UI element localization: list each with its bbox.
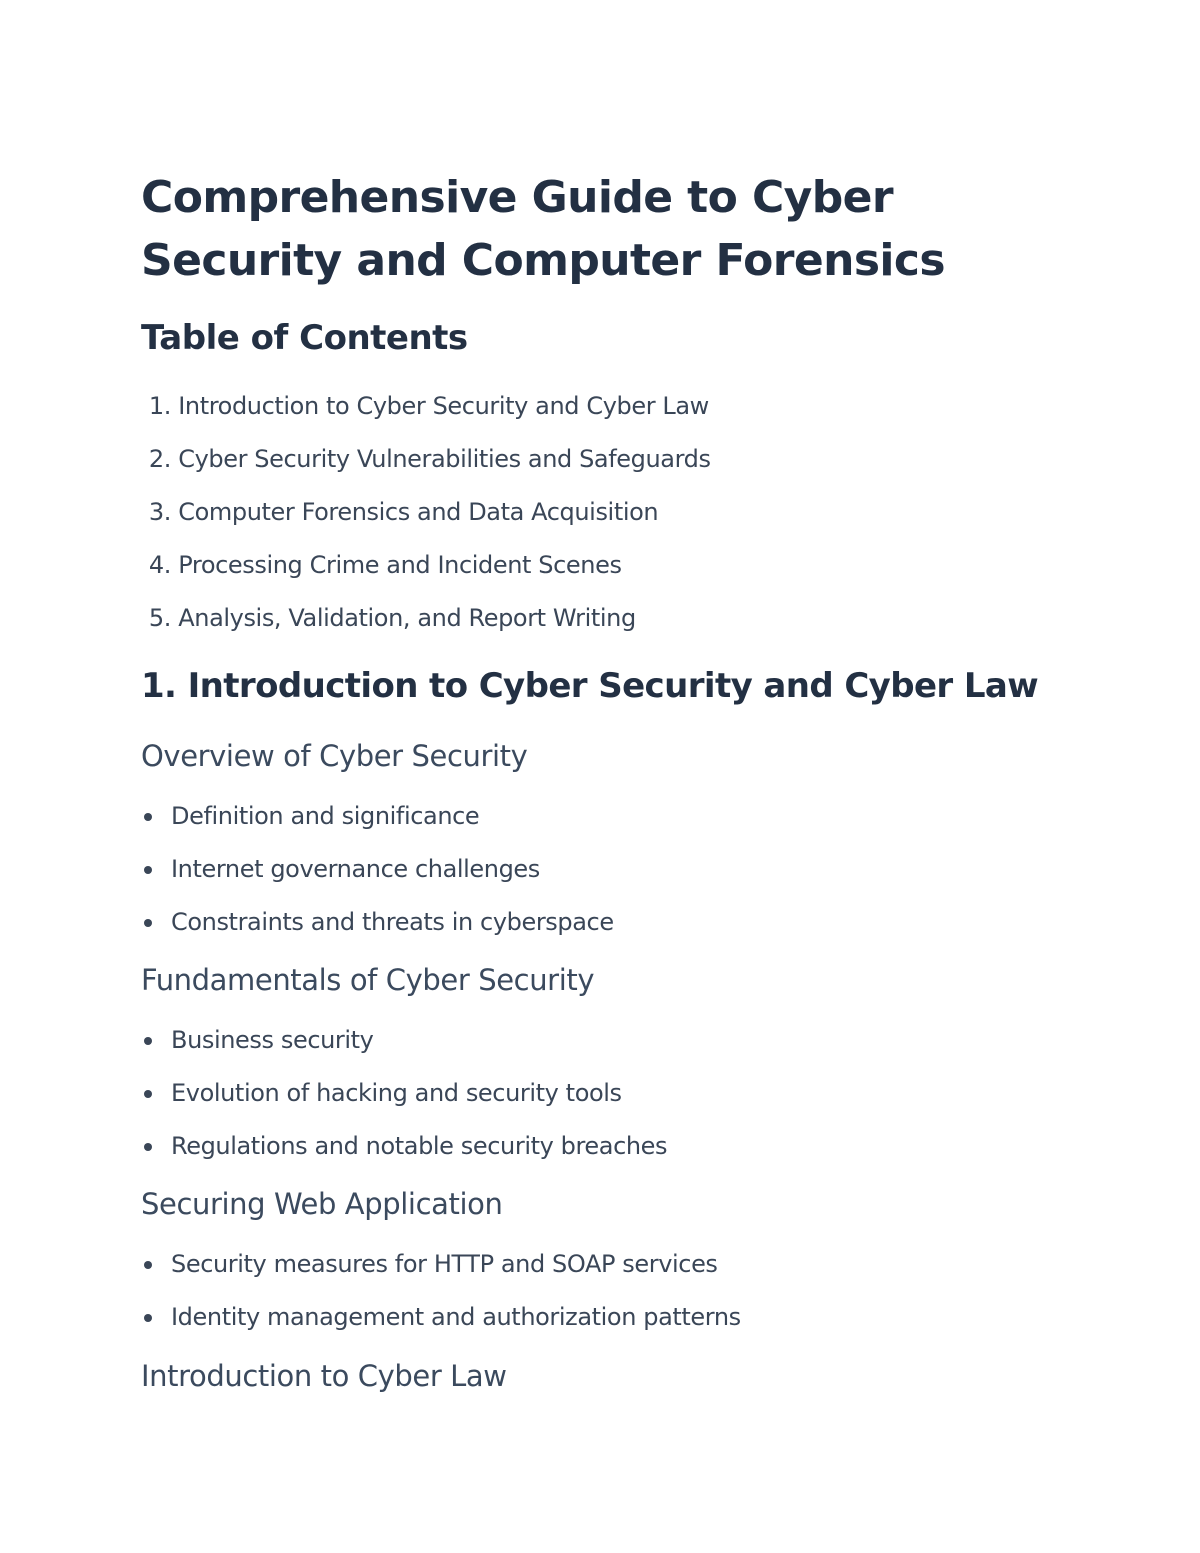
bullet-list (141, 1244, 741, 1350)
list-item-text: Business security (171, 1026, 374, 1054)
toc-item-label: Analysis, Validation, and Report Writing (178, 604, 636, 632)
subsection-heading: Overview of Cyber Security (141, 739, 528, 773)
toc-item[interactable] (141, 545, 711, 598)
subsection-heading: Securing Web Application (141, 1187, 503, 1221)
list-item-text: Constraints and threats in cyberspace (171, 908, 614, 936)
toc-item-number: 3. (148, 498, 171, 526)
bullet-icon (144, 1314, 152, 1322)
toc-list (141, 386, 711, 651)
toc-heading: Table of Contents (141, 318, 468, 358)
list-item (141, 1020, 667, 1073)
toc-item-number: 5. (148, 604, 171, 632)
list-item-text: Regulations and notable security breaches (171, 1132, 668, 1160)
toc-item-label: Cyber Security Vulnerabilities and Safeguards (178, 445, 711, 473)
bullet-icon (144, 866, 152, 874)
bullet-icon (144, 1261, 152, 1269)
subsection-heading: Fundamentals of Cyber Security (141, 963, 595, 997)
bullet-list (141, 796, 614, 955)
list-item-text: Internet governance challenges (171, 855, 540, 883)
list-item (141, 849, 614, 902)
toc-item-label: Introduction to Cyber Security and Cyber Law (178, 392, 709, 420)
toc-item[interactable] (141, 598, 711, 651)
bullet-icon (144, 1143, 152, 1151)
list-item-text: Definition and significance (171, 802, 480, 830)
list-item-text: Security measures for HTTP and SOAP services (171, 1250, 718, 1278)
list-item (141, 1073, 667, 1126)
toc-item[interactable] (141, 492, 711, 545)
bullet-icon (144, 813, 152, 821)
toc-item[interactable] (141, 386, 711, 439)
document-title: Comprehensive Guide to Cyber Security and Computer Forensics (141, 172, 945, 286)
list-item (141, 902, 614, 955)
toc-item-number: 2. (148, 445, 171, 473)
toc-item-label: Processing Crime and Incident Scenes (178, 551, 622, 579)
toc-item-label: Computer Forensics and Data Acquisition (178, 498, 659, 526)
list-item (141, 1297, 741, 1350)
bullet-icon (144, 919, 152, 927)
list-item-text: Evolution of hacking and security tools (171, 1079, 622, 1107)
toc-item[interactable] (141, 439, 711, 492)
list-item (141, 1126, 667, 1179)
bullet-icon (144, 1090, 152, 1098)
toc-item-number: 1. (148, 392, 171, 420)
subsection-heading: Introduction to Cyber Law (141, 1359, 507, 1393)
list-item (141, 796, 614, 849)
list-item-text: Identity management and authorization patterns (171, 1303, 741, 1331)
bullet-icon (144, 1037, 152, 1045)
section-heading: 1. Introduction to Cyber Security and Cyber Law (141, 666, 1039, 706)
bullet-list (141, 1020, 667, 1179)
list-item (141, 1244, 741, 1297)
toc-item-number: 4. (148, 551, 171, 579)
